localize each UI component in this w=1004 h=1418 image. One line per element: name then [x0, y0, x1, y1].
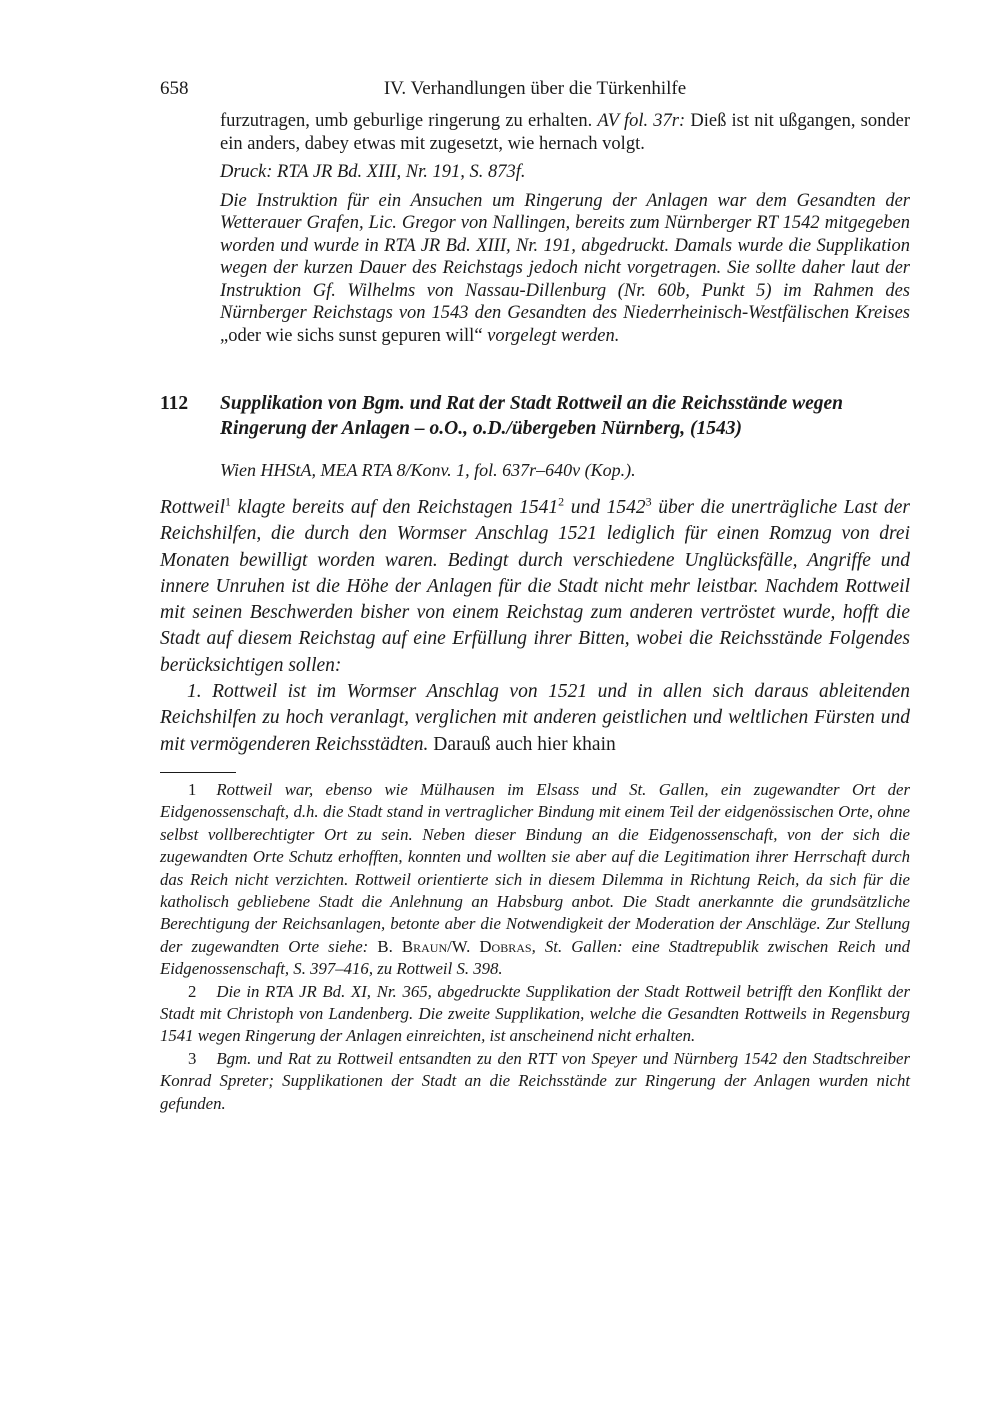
source-text-quote: Darauß auch hier khain [428, 733, 616, 755]
footnote-text: Bgm. und Rat zu Rottweil entsandten zu den RTT von Speyer und Nürnberg 1542 den Stadtschreiber Konrad Spreter; Supplikationen der Stadt an die Reichsstände zur Ringerung der Anlagen wurden nicht gefunden. [160, 1048, 910, 1113]
summary-text-d: über die unerträgliche Last der Reichshilfen, die durch den Wormser Anschlag 1521 lediglich für einen Romzug von drei Monaten bewilligt worden waren. Bedingt durch verschiedene Unglücksfälle, Angriffe und innere Unruhen ist die Höhe der Anlagen für die Stadt nicht mehr leistbar. Nachdem Rottweil mit seinen Beschwerden bisher von einem Reichstag zum anderen vertröstet wurde, hofft die Stadt auf diesem Reichstag auf eine Erfüllung ihrer Bitten, wobei die Reichsstände Folgendes berücksichtigen sollen: [160, 497, 911, 676]
footnote-1 [160, 779, 910, 981]
footnote-number: 3 [188, 1048, 197, 1068]
editorial-comment-text: Die Instruktion für ein Ansuchen um Ringerung der Anlagen war dem Gesandten der Wetterauer Grafen, Lic. Gregor von Nallingen, bereits zum Nürnberger RT 1542 mitgegeben worden und wurde in RTA JR Bd. XIII, Nr. 191, abgedruckt. Damals wurde die Supplikation wegen der kurzen Dauer des Reichstags jedoch nicht vorgetragen. Sie sollte daher laut der Instruktion Gf. Wilhelms von Nassau-Dillenburg (Nr. 60b, Punkt 5) im Rahmen des Nürnberger Reichstags von 1543 den Gesandten des Niederrheinisch-Westfälischen Kreises [220, 190, 910, 323]
footnote-number: 1 [188, 779, 197, 799]
document-number: 112 [160, 393, 189, 414]
intro-text [220, 110, 910, 155]
editorial-comment-end: vorgelegt werden. [482, 325, 620, 346]
summary-text-a: Rottweil [160, 497, 225, 518]
editorial-comment-quote: „oder wie sichs sunst gepuren will“ [220, 325, 483, 346]
footnote-2 [160, 981, 910, 1048]
summary-text-c: und 1542 [564, 497, 646, 518]
footnote-divider [160, 772, 236, 773]
intro-text-start: furzutragen, umb geburlige ringerung zu erhalten. [220, 111, 598, 131]
intro-block [220, 110, 910, 347]
summary-point-1-text: 1. Rottweil ist im Wormser Anschlag von 1521 und in allen sich daraus ableitenden Reichshilfen zu hoch veranlagt, verglichen mit anderen geistlichen und weltlichen Fürsten und mit vermögenderen Reichsstädten. [160, 681, 910, 755]
archive-reference: AV fol. 37r: [597, 111, 686, 131]
author-initial: B. [377, 936, 402, 956]
archival-source: Wien HHStA, MEA RTA 8/Konv. 1, fol. 637r–640v (Kop.). [220, 460, 636, 480]
author-name: Dobras [479, 936, 532, 956]
footnotes [160, 779, 910, 1115]
document-title: Supplikation von Bgm. und Rat der Stadt Rottweil an die Reichsstände wegen Ringerung der Anlagen – o.O., o.D./übergeben Nürnberg, (1543) [220, 393, 844, 439]
summary-text-b: klagte bereits auf den Reichstagen 1541 [231, 497, 559, 518]
intro-text-rest: Dieß ist nit ußgangen, sonder ein anders, dabey etwas mit zugesetzt, wie hernach volgt. [220, 111, 910, 154]
footnote-text: Rottweil war, ebenso wie Mülhausen im Elsass und St. Gallen, ein zugewandter Ort der Eidgenossenschaft, d.h. die Stadt stand in vertraglicher Bindung mit einem Teil der eidgenössischen Orte, ohne selbst vollberechtigter Ort zu sein. Neben dieser Bindung an die Eidgenossenschaft, von der sich die zugewandten Orte Schutz erhofften, konnten und wollten sie aber auf die Legitimation ihrer Herrschaft durch das Reich nicht verzichten. Rottweil orientierte sich in diesem Dilemma in Richtung Reich, da sich für die katholisch gebliebene Stadt die Anlehnung an Habsburg anbot. Die Stadt anerkannte die grundsätzliche Berechtigung der Reichsanlagen, betonte aber die Notwendigkeit der Moderation der Anschläge. Zur Stellung der zugewandten Orte siehe: [160, 779, 910, 956]
print-note: Druck: RTA JR Bd. XIII, Nr. 191, S. 873f. [220, 162, 526, 182]
editorial-comment [220, 190, 910, 348]
document-summary [160, 495, 910, 758]
summary-paragraph [160, 495, 910, 679]
running-title: IV. Verhandlungen über die Türkenhilfe [383, 78, 687, 99]
summary-point-1 [160, 679, 910, 758]
author-separator: /W. [447, 936, 480, 956]
footnote-number: 2 [188, 981, 197, 1001]
running-head [160, 78, 910, 110]
footnote-ref-3[interactable]: 3 [645, 494, 652, 509]
document-page [160, 78, 910, 1115]
page-number: 658 [160, 78, 189, 99]
document-heading [160, 391, 910, 441]
footnote-ref-2[interactable]: 2 [558, 494, 565, 509]
footnote-text-end: , St. Gallen: eine Stadtrepublik zwischen Reich und Eidgenossenschaft, S. 397–416, zu Rottweil S. 398. [160, 936, 910, 979]
author-name: Braun [401, 936, 448, 956]
footnote-text: Die in RTA JR Bd. XI, Nr. 365, abgedruckte Supplikation der Stadt Rottweil betrifft den Konflikt der Stadt mit Christoph von Landenberg. Die zweite Supplikation, welche die Gesandten Rottweils in Regensburg 1541 wegen Ringerung der Anlagen einreichten, ist anscheinend nicht erhalten. [160, 981, 910, 1046]
footnote-3 [160, 1048, 910, 1115]
footnote-ref-1[interactable]: 1 [225, 494, 231, 509]
